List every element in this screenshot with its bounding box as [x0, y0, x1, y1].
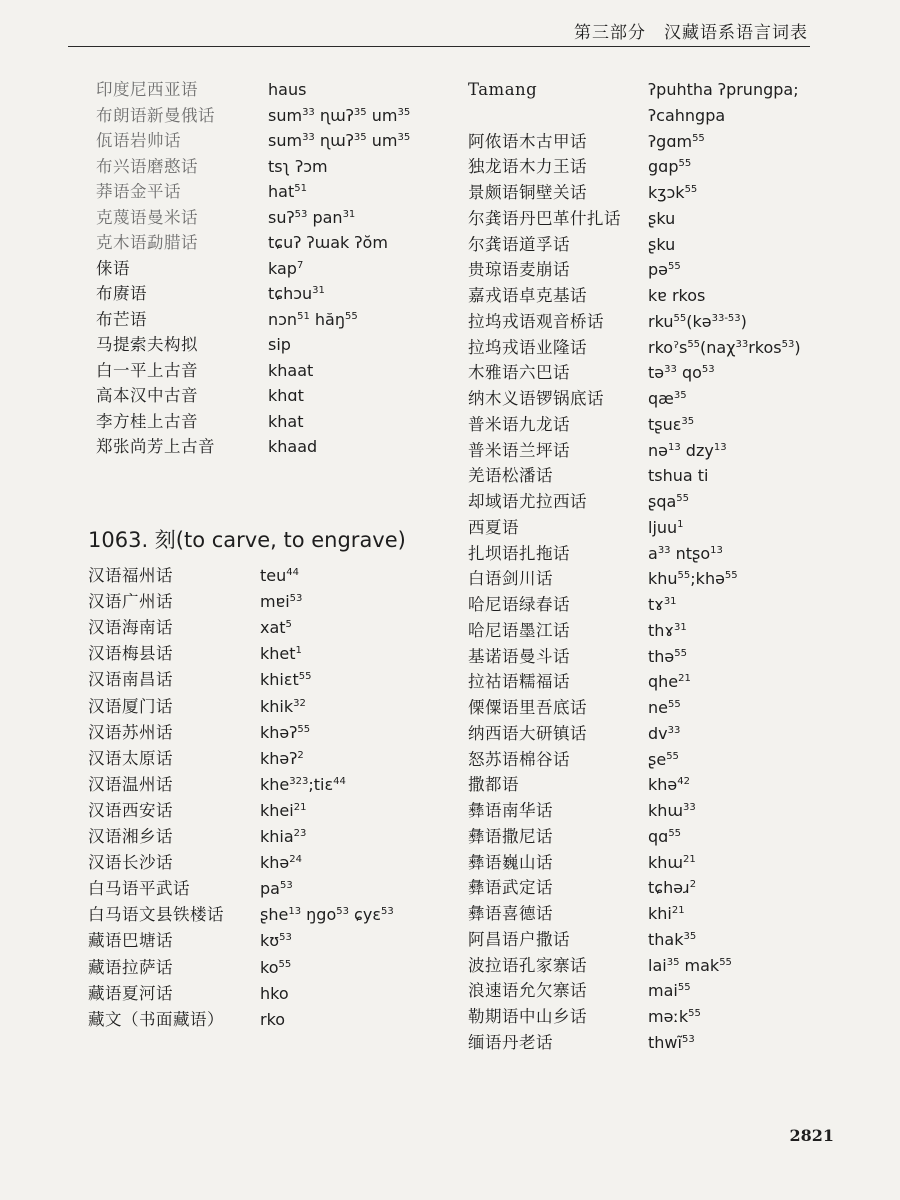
language-name: 汉语梅县话: [88, 644, 173, 664]
language-name: 彝语武定话: [468, 878, 553, 898]
word-entry: [96, 257, 436, 281]
language-name: 克木语勐腊话: [96, 233, 198, 252]
word-form: teu$^{44}$: [260, 566, 299, 585]
word-entry: [468, 593, 828, 617]
word-form: khɑt: [268, 386, 304, 405]
page-number: 2821: [789, 1126, 834, 1145]
word-form: khaad: [268, 437, 318, 456]
language-name: 汉语西安话: [88, 800, 173, 820]
word-form: tɤ$^{31}$: [648, 595, 677, 614]
language-name: 汉语广州话: [88, 592, 173, 612]
word-form: ʔgɑm$^{55}$: [648, 131, 705, 151]
word-entry: [468, 696, 828, 720]
language-name: 纳西语大研镇话: [468, 723, 587, 743]
language-name: 彝语巍山话: [468, 852, 553, 872]
language-name: 普米语九龙话: [468, 414, 570, 434]
word-entry: [96, 129, 436, 153]
word-entry: [88, 590, 448, 614]
word-entry: [88, 825, 448, 849]
word-entry: [88, 956, 448, 980]
word-entry: [468, 1031, 828, 1055]
word-entry: [468, 979, 828, 1003]
language-name: 俫语: [96, 258, 130, 278]
language-name: 贵琼语麦崩话: [468, 260, 570, 280]
word-entry: [88, 695, 448, 719]
word-form: kʊ$^{53}$: [260, 931, 292, 951]
language-name: 怒苏语棉谷话: [468, 749, 570, 769]
language-name: 藏语拉萨话: [88, 957, 173, 977]
language-name: 白马语平武话: [88, 879, 190, 899]
word-entry: [468, 825, 828, 849]
word-entry: [88, 616, 448, 640]
word-form: qɑ$^{55}$: [648, 826, 682, 846]
language-name: 白马语文县铁楼话: [88, 905, 224, 925]
word-form: khiɛt$^{55}$: [260, 670, 312, 690]
language-name: 汉语温州话: [88, 774, 173, 794]
word-entry: [468, 361, 828, 385]
word-entry: [88, 773, 448, 797]
word-form: tshua ti: [648, 466, 709, 486]
language-name: 马提索夫构拟: [96, 335, 198, 354]
word-form: khu$^{55}$;khə$^{55}$: [648, 569, 738, 589]
word-entry: [96, 155, 436, 179]
language-name: 布兴语磨憨话: [96, 156, 198, 176]
word-entry: [468, 207, 828, 231]
language-name: 李方桂上古音: [96, 411, 198, 431]
word-form: qhe$^{21}$: [648, 672, 691, 692]
word-form: tɕhɔu$^{31}$: [268, 284, 325, 303]
word-entry: [88, 1008, 448, 1032]
word-entry: [468, 516, 828, 540]
word-form: khi$^{21}$: [648, 904, 685, 923]
word-entry: [88, 747, 448, 771]
word-entry: [468, 619, 828, 643]
language-name: 高本汉中古音: [96, 386, 198, 405]
word-entry: [88, 721, 448, 745]
word-form: tɕhəɹ$^2$: [648, 878, 697, 898]
word-entry: [468, 104, 828, 128]
language-name: 景颇语铜壁关话: [468, 183, 587, 202]
word-form: sum$^{33}$ ɳɯʔ$^{35}$ $um^{35}$: [268, 131, 411, 150]
word-form: hat$^{51}$: [268, 182, 307, 201]
word-form: kʒɔk$^{55}$: [648, 183, 698, 202]
language-name: 勒期语中山乡话: [468, 1007, 587, 1026]
language-name: 白一平上古音: [96, 360, 198, 380]
language-name: 浪速语允欠寨话: [468, 981, 587, 1001]
word-form: nɔn$^{51}$ hăŋ$^{55}$: [268, 309, 358, 329]
word-form: khet$^1$: [260, 644, 302, 664]
word-entry: [468, 413, 828, 437]
word-entry: [96, 410, 436, 434]
word-form: khia$^{23}$: [260, 827, 307, 846]
language-name: 布赓语: [96, 284, 147, 303]
word-form: məːk$^{55}$: [648, 1007, 701, 1026]
word-entry: [96, 333, 436, 357]
word-form: thə$^{55}$: [648, 646, 687, 666]
word-form: ljuu$^1$: [648, 517, 684, 537]
word-form: hko: [260, 983, 289, 1003]
language-name: 藏语巴塘话: [88, 931, 173, 951]
word-entry: [88, 799, 448, 823]
word-entry: [468, 567, 828, 591]
word-entry: [96, 206, 436, 230]
word-form: lai$^{35}$ mak$^{55}$: [648, 955, 732, 975]
language-name: 西夏语: [468, 517, 519, 537]
word-form: khəʔ$^{55}$: [260, 722, 311, 742]
running-header: [0, 0, 900, 50]
language-name: 藏语夏河话: [88, 983, 173, 1003]
word-form: khə$^{24}$: [260, 853, 302, 873]
language-name: 拉坞戎语观音桥话: [468, 311, 604, 331]
word-entry: [468, 233, 828, 257]
language-name: 彝语撒尼话: [468, 826, 553, 846]
language-name: 布芒语: [96, 309, 147, 329]
word-entry: [468, 876, 828, 900]
word-form: rku$^{55}$(kə$^{33-53}$): [648, 311, 747, 331]
word-form: suʔ$^{53}$ pan$^{31}$: [268, 207, 356, 227]
language-name: 藏文（书面藏语）: [88, 1009, 224, 1029]
word-form: rko: [260, 1009, 286, 1029]
language-name: 尔龚语道孚话: [468, 234, 570, 254]
word-form: tʂuɛ$^{35}$: [648, 414, 695, 434]
word-entry: [88, 929, 448, 953]
language-name: 哈尼语墨江话: [468, 620, 570, 640]
word-entry: [468, 130, 828, 154]
word-form: kɐ rkos: [648, 286, 706, 305]
word-entry: [88, 903, 448, 927]
word-form: thwĩ$^{53}$: [648, 1032, 695, 1052]
word-entry: [468, 464, 828, 488]
word-form: khaat: [268, 360, 314, 380]
language-name: 彝语喜德话: [468, 904, 553, 923]
language-name: 普米语兰坪话: [468, 440, 570, 460]
language-name: 彝语南华话: [468, 801, 553, 820]
word-form: khəʔ$^2$: [260, 748, 304, 768]
word-entry: [468, 851, 828, 875]
word-entry: [468, 670, 828, 694]
word-form: khɯ$^{21}$: [648, 852, 696, 872]
word-entry: [468, 748, 828, 772]
language-name: 印度尼西亚语: [96, 80, 198, 99]
language-name: 汉语太原话: [88, 748, 173, 768]
word-form: tɕuʔ ʔɯak ʔŏm: [268, 233, 388, 252]
word-form: khik$^{32}$: [260, 696, 306, 716]
language-name: 汉语湘乡话: [88, 827, 173, 846]
language-name: 缅语丹老话: [468, 1032, 553, 1052]
language-name: 郑张尚芳上古音: [96, 437, 215, 456]
language-name: 波拉语孔家寨话: [468, 955, 587, 975]
language-name: Tamang: [468, 80, 538, 99]
word-form: ʔpuhtha ʔprungpa;: [648, 80, 799, 99]
language-name: 拉祜语糯福话: [468, 672, 570, 692]
word-entry: [96, 359, 436, 383]
word-entry: [96, 308, 436, 332]
language-name: 阿昌语户撒话: [468, 929, 570, 949]
word-entry: [468, 155, 828, 179]
language-name: 佤语岩帅话: [96, 131, 181, 150]
word-form: $ne^{55}$: [648, 698, 681, 717]
word-form: khat: [268, 411, 304, 431]
word-entry: [88, 642, 448, 666]
word-form: mai$^{55}$: [648, 981, 691, 1001]
language-name: 布朗语新曼俄话: [96, 105, 215, 125]
word-form: ʂqa$^{55}$: [648, 492, 690, 511]
word-form: tsʅ ʔɔm: [268, 156, 328, 176]
word-entry: [88, 877, 448, 901]
word-form: rkoˀs$^{55}$(naχ$^{33}$rkos$^{53}$): [648, 337, 801, 357]
word-form: thɤ$^{31}$: [648, 620, 687, 640]
word-entry: [88, 982, 448, 1006]
language-name: 汉语福州话: [88, 566, 173, 585]
word-entry: [468, 310, 828, 334]
language-name: 扎坝语扎拖话: [468, 543, 570, 563]
language-name: 克蔑语曼米话: [96, 207, 198, 227]
word-entry: [96, 282, 436, 306]
language-name: 尔龚语丹巴革什扎话: [468, 208, 621, 228]
word-entry: [468, 490, 828, 514]
word-form: ʂe$^{55}$: [648, 749, 679, 769]
word-entry: [468, 928, 828, 952]
language-name: 汉语长沙话: [88, 853, 173, 873]
word-form: $a^{33}$ ntʂo$^{13}$: [648, 543, 723, 563]
word-entry: [468, 258, 828, 282]
word-entry: [88, 851, 448, 875]
word-form: khei$^{21}$: [260, 800, 307, 820]
word-entry: [468, 181, 828, 205]
word-entry: [468, 773, 828, 797]
language-name: 撒都语: [468, 775, 519, 795]
word-form: thak$^{35}$: [648, 929, 697, 949]
header-title: 第三部分 汉藏语系语言词表: [574, 23, 808, 43]
word-form: sip: [268, 335, 291, 354]
word-entry: [96, 384, 436, 408]
word-entry: [468, 902, 828, 926]
word-form: khə$^{42}$: [648, 775, 690, 795]
header-rule: [68, 46, 810, 47]
language-name: 莽语金平话: [96, 182, 181, 201]
language-name: 木雅语六巴话: [468, 363, 570, 383]
language-name: 基诺语曼斗话: [468, 646, 570, 666]
word-form: ʔcahngpa: [648, 105, 726, 125]
word-form: kap$^7$: [268, 258, 304, 278]
word-form: tə$^{33}$ $qo^{53}$: [648, 363, 715, 383]
word-entry: [88, 668, 448, 692]
word-form: khɯ$^{33}$: [648, 801, 696, 820]
word-entry: [468, 439, 828, 463]
word-entry: [468, 799, 828, 823]
word-entry: [468, 722, 828, 746]
word-form: pə$^{55}$: [648, 260, 681, 280]
language-name: 拉坞戎语业隆话: [468, 337, 587, 357]
word-entry: [468, 1005, 828, 1029]
word-entry: [88, 564, 448, 588]
language-name: 独龙语木力王话: [468, 157, 587, 177]
language-name: 纳木义语锣锅底话: [468, 389, 604, 408]
language-name: 羌语松潘话: [468, 466, 553, 486]
language-name: 汉语南昌话: [88, 670, 173, 690]
language-name: 阿侬语木古甲话: [468, 131, 587, 151]
word-entry: [96, 180, 436, 204]
language-name: 白语剑川话: [468, 569, 553, 589]
word-form: nə$^{13}$ dzy$^{13}$: [648, 440, 727, 460]
word-form: khe$^{323}$;tiɛ$^{44}$: [260, 774, 346, 794]
language-name: 汉语海南话: [88, 618, 173, 638]
word-form: haus: [268, 80, 307, 99]
word-form: ʂhe$^{13}$ ŋgo$^{53}$ ɕyɛ$^{53}$: [260, 905, 394, 925]
language-name: 汉语厦门话: [88, 696, 173, 716]
word-form: mɐi$^{53}$: [260, 592, 303, 612]
word-form: sum$^{33}$ ɳɯʔ$^{35}$ $um^{35}$: [268, 105, 411, 125]
word-entry: [468, 78, 828, 102]
word-entry: [468, 387, 828, 411]
word-entry: [96, 231, 436, 255]
word-form: $qæ^{35}$: [648, 389, 687, 408]
language-name: 嘉戎语卓克基话: [468, 286, 587, 305]
word-form: xat$^5$: [260, 618, 292, 638]
word-entry: [468, 645, 828, 669]
language-name: 傈僳语里吾底话: [468, 698, 587, 717]
word-form: ʂku: [648, 208, 676, 228]
word-entry: [468, 954, 828, 978]
word-form: $ko^{55}$: [260, 957, 292, 977]
word-entry: [96, 435, 436, 459]
word-entry: [468, 542, 828, 566]
word-form: $dv^{33}$: [648, 723, 681, 743]
language-name: 哈尼语绿春话: [468, 595, 570, 614]
word-entry: [96, 78, 436, 102]
word-entry: [468, 284, 828, 308]
language-name: 汉语苏州话: [88, 722, 173, 742]
word-form: gɑp$^{55}$: [648, 157, 692, 177]
word-form: ʂku: [648, 234, 676, 254]
section-title: 1063. 刻(to carve, to engrave): [88, 528, 406, 552]
word-form: $pa^{53}$: [260, 879, 293, 899]
word-entry: [96, 104, 436, 128]
word-entry: [468, 336, 828, 360]
language-name: 却域语尤拉西话: [468, 492, 587, 511]
